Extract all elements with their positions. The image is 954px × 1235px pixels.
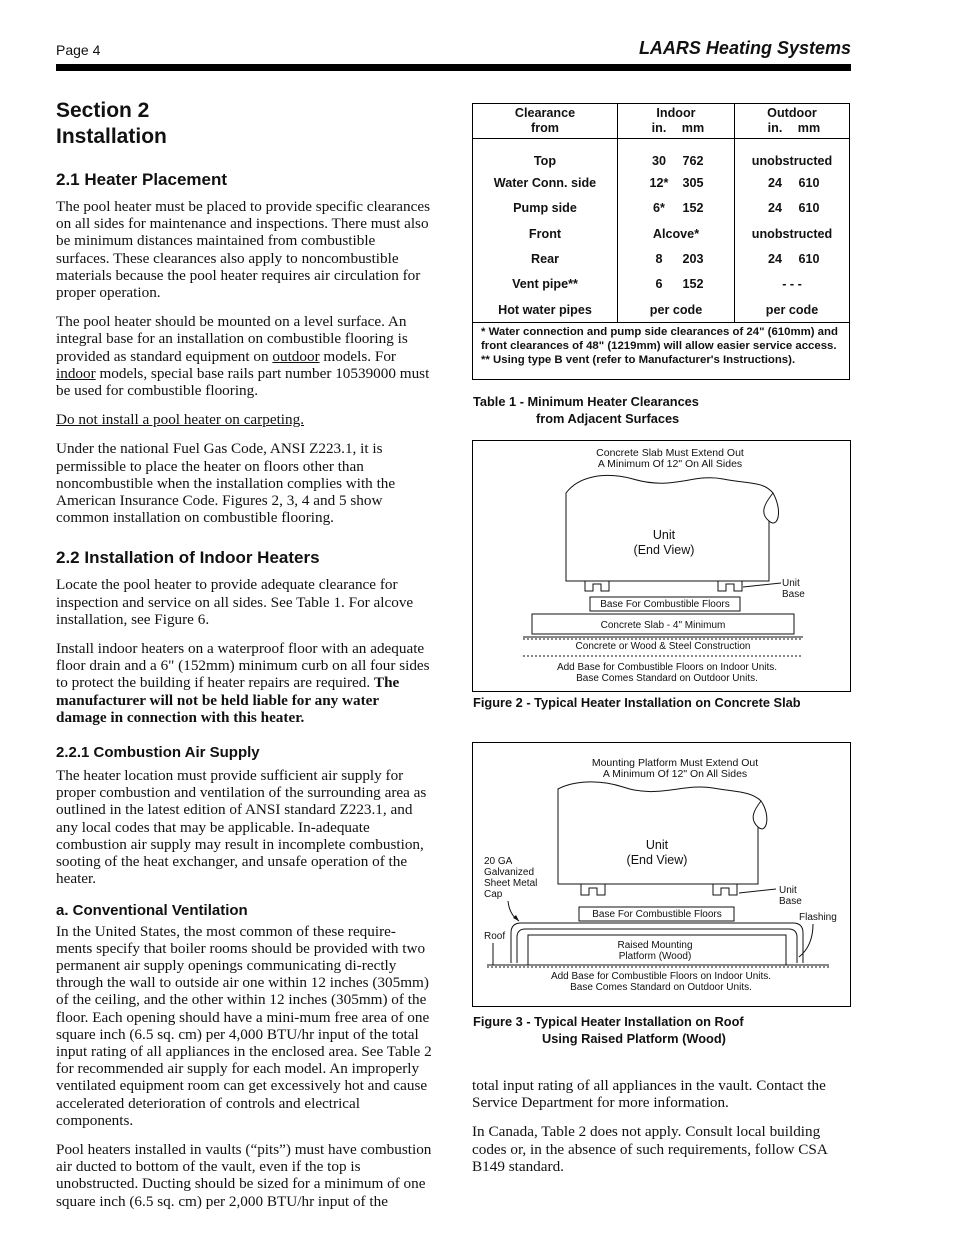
figure-2-caption: Figure 2 - Typical Heater Installation on Concrete Slab [473, 695, 801, 710]
table-row: Top 30 762 unobstructed [473, 139, 849, 171]
section-title-line2: Installation [56, 125, 167, 148]
heading-conventional-ventilation: a. Conventional Ventilation [56, 901, 248, 919]
table-header: Outdoor in. mm [735, 104, 850, 139]
fig3-unit-label2: (End View) [626, 853, 688, 867]
heading-2-2-1: 2.2.1 Combustion Air Supply [56, 744, 260, 762]
fig3-add-label2: Base Comes Standard on Outdoor Units. [570, 982, 752, 993]
fig3-unitbase-label2: Base [779, 896, 802, 907]
fig3-base-label: Base For Combustible Floors [592, 909, 722, 920]
table-row: Water Conn. side 12* 305 24 610 [473, 171, 849, 196]
page-number: Page 4 [56, 42, 101, 58]
table-row: Vent pipe** 6 152 - - - [473, 272, 849, 297]
carpet-warning: Do not install a pool heater on carpeting. [56, 411, 304, 429]
table-row: Rear 8 203 24 610 [473, 246, 849, 271]
underlined-word: outdoor [272, 347, 320, 365]
fig3-platform-label2: Platform (Wood) [618, 951, 692, 962]
fig3-add-label1: Add Base for Combustible Floors on Indoor Units. [550, 971, 772, 982]
fig3-roof-label: Roof [484, 931, 506, 942]
figure-2-diagram [473, 441, 850, 691]
header-rule [56, 64, 851, 71]
heading-2-1: 2.1 Heater Placement [56, 170, 228, 189]
paragraph: The heater location must provide sufficient air supply for proper combustion and ventilation of the surrounding area as outlined in the latest edition of ANSI standard Z223.1, and any local codes that may be applicable. In-adequate combustion air supply may result in incomplete combustion, sooting of the heat exchanger, and unsafe operation of the heater. [56, 767, 427, 888]
fig2-add-label1: Add Base for Combustible Floors on Indoor Units. [556, 662, 778, 673]
figure-3-diagram [473, 743, 850, 1006]
paragraph: total input rating of all appliances in the vault. Contact the Service Department for more information. [472, 1077, 826, 1112]
fig3-label-top2: A Minimum Of 12" On All Sides [602, 768, 748, 780]
brand-title: LAARS Heating Systems [638, 38, 851, 58]
section-title [56, 98, 432, 150]
fig2-label-top1: Concrete Slab Must Extend Out [596, 447, 744, 459]
fig3-ga-label2: Galvanized [484, 867, 535, 878]
fig2-construction-label: Concrete or Wood & Steel Construction [575, 641, 751, 652]
table-row: Hot water pipes per code per code [473, 297, 849, 323]
right-column-text [472, 1077, 852, 1187]
clearance-table [472, 103, 850, 380]
heading-2-2: 2.2 Installation of Indoor Heaters [56, 548, 320, 568]
paragraph: In Canada, Table 2 does not apply. Consult local building codes or, in the absence of such requirements, follow CSA B149 standard. [472, 1123, 827, 1175]
table-header: Indoor in. mm [618, 104, 735, 139]
fig3-ga-label4: Cap [484, 889, 503, 900]
paragraph: Locate the pool heater to provide adequate clearance for inspection and service on all sides. See Table 1. For alcove installation, see Figure 6. [56, 576, 414, 628]
paragraph: Pool heaters installed in vaults (“pits”) must have combustion air ducted to bottom of the vault, even if the top is unobstructed. Ducting should be sized for a minimum of one square inch (6.5 sq. cm) per 2,000 BTU/hr input of the [56, 1140, 432, 1210]
fig2-unit-label2: (End View) [633, 543, 695, 557]
fig3-ga-label3: Sheet Metal [484, 878, 538, 889]
fig2-label-top2: A Minimum Of 12" On All Sides [597, 458, 743, 470]
table-row: Pump side 6* 152 24 610 [473, 196, 849, 221]
fig3-label-top1: Mounting Platform Must Extend Out [591, 757, 759, 769]
paragraph [56, 411, 432, 428]
underlined-word: indoor [56, 364, 96, 382]
fig2-add-label2: Base Comes Standard on Outdoor Units. [576, 673, 758, 684]
liability-notice: The manufacturer will not be held liable for any water damage in connection with this heater. [56, 674, 400, 726]
section-title-line1: Section 2 [56, 99, 150, 122]
table-header-row [473, 104, 849, 139]
table-row: Front Alcove* unobstructed [473, 221, 849, 246]
table-footnotes: * Water connection and pump side clearances of 24" (610mm) and front clearances of 48" (1219mm) will allow easier service access. ** Using type B vent (refer to Manufacturer's Instructions). [473, 323, 849, 374]
fig3-flashing-label: Flashing [799, 912, 837, 923]
figure-2 [472, 440, 851, 692]
fig3-platform-label1: Raised Mounting [617, 940, 693, 951]
paragraph: Under the national Fuel Gas Code, ANSI Z223.1, it is permissible to place the heater on floors other than noncombustible when the installation complies with the American Insurance Code. Figures 2, 3, 4 and 5 show common installation on combustible flooring. [56, 440, 396, 527]
table-caption: Table 1 - Minimum Heater Clearances from Adjacent Surfaces [473, 394, 699, 426]
paragraph: The pool heater should be mounted on a level surface. An integral base for an installation on combustible flooring is provided as standard equipment on outdoor models. For indoor models, special base rails part number 10539000 must be used for combustible flooring. [56, 313, 430, 400]
fig2-slab-label: Concrete Slab - 4" Minimum [600, 620, 726, 631]
paragraph: Install indoor heaters on a waterproof floor with an adequate floor drain and a 6" (152mm) minimum curb on all four sides to protect the building if heater repairs are required. The manufacturer will not be held liable for any water damage in connection with this heater. [56, 640, 430, 726]
paragraph: In the United States, the most common of these require-ments specify that boiler rooms should be provided with two permanent air supply openings communicating di-rectly through the wall to outside air one within 12 inches (305mm) of the ceiling, and the other within 12 inches (305mm) of the floor. Each opening should have a mini-mum free area of one square inch (6.5 sq. cm) per 4,000 BTU/hr input of the total input rating of all appliances in the enclosed area. See Table 2 for recommended air supply for each model. An improperly ventilated equipment room can get excessively hot and cause accelerated deterioration of controls and electrical components. [56, 922, 432, 1129]
fig3-unit-label: Unit [645, 838, 669, 852]
table-header: Clearance from [473, 104, 618, 139]
fig3-ga-label1: 20 GA [484, 856, 513, 867]
figure-3-caption: Figure 3 - Typical Heater Installation on Roof Using Raised Platform (Wood) [473, 1014, 744, 1046]
fig2-base-label: Base For Combustible Floors [600, 599, 730, 610]
fig2-unit-label: Unit [652, 528, 676, 542]
fig2-unitbase-label2: Base [782, 589, 805, 600]
figure-3 [472, 742, 851, 1007]
left-column [56, 98, 432, 1222]
paragraph: The pool heater must be placed to provide specific clearances on all sides for maintenance and inspections. There must also be minimum distances maintained from combustible surfaces. These clearances also apply to noncombustible materials because the pool heater requires air circulation for proper operation. [56, 198, 431, 302]
unit-body [558, 782, 761, 884]
fig3-unitbase-label: Unit [779, 885, 797, 896]
fig2-unitbase-label: Unit [782, 578, 800, 589]
